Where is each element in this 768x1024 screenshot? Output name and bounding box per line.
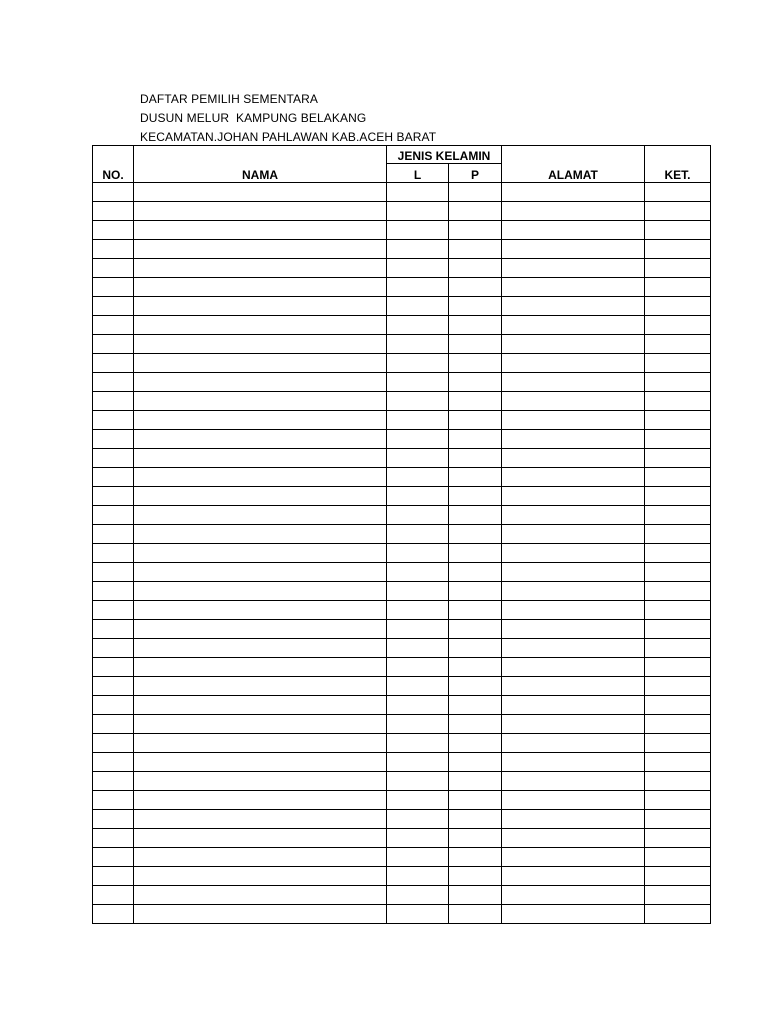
cell-p bbox=[449, 734, 502, 753]
cell-p bbox=[449, 582, 502, 601]
cell-l bbox=[387, 487, 449, 506]
cell-ket bbox=[645, 905, 711, 924]
cell-p bbox=[449, 449, 502, 468]
cell-nama bbox=[134, 183, 387, 202]
cell-ket bbox=[645, 810, 711, 829]
cell-alamat bbox=[502, 430, 645, 449]
cell-p bbox=[449, 563, 502, 582]
cell-l bbox=[387, 677, 449, 696]
table-row bbox=[93, 449, 711, 468]
cell-alamat bbox=[502, 278, 645, 297]
cell-no bbox=[93, 544, 134, 563]
cell-p bbox=[449, 411, 502, 430]
cell-no bbox=[93, 810, 134, 829]
cell-l bbox=[387, 905, 449, 924]
cell-ket bbox=[645, 411, 711, 430]
cell-l bbox=[387, 392, 449, 411]
cell-no bbox=[93, 373, 134, 392]
cell-alamat bbox=[502, 810, 645, 829]
cell-no bbox=[93, 259, 134, 278]
cell-alamat bbox=[502, 335, 645, 354]
table-row bbox=[93, 791, 711, 810]
voter-list-table bbox=[92, 145, 711, 924]
cell-ket bbox=[645, 202, 711, 221]
cell-l bbox=[387, 829, 449, 848]
cell-p bbox=[449, 316, 502, 335]
cell-l bbox=[387, 563, 449, 582]
cell-alamat bbox=[502, 525, 645, 544]
cell-p bbox=[449, 297, 502, 316]
table-row bbox=[93, 525, 711, 544]
cell-alamat bbox=[502, 715, 645, 734]
cell-l bbox=[387, 753, 449, 772]
cell-nama bbox=[134, 430, 387, 449]
cell-p bbox=[449, 221, 502, 240]
cell-p bbox=[449, 487, 502, 506]
cell-no bbox=[93, 297, 134, 316]
cell-no bbox=[93, 316, 134, 335]
cell-p bbox=[449, 620, 502, 639]
cell-p bbox=[449, 696, 502, 715]
cell-nama bbox=[134, 772, 387, 791]
cell-l bbox=[387, 639, 449, 658]
cell-l bbox=[387, 202, 449, 221]
table-row bbox=[93, 297, 711, 316]
cell-p bbox=[449, 658, 502, 677]
cell-nama bbox=[134, 221, 387, 240]
cell-ket bbox=[645, 848, 711, 867]
table-row bbox=[93, 658, 711, 677]
cell-ket bbox=[645, 582, 711, 601]
cell-alamat bbox=[502, 449, 645, 468]
cell-nama bbox=[134, 886, 387, 905]
table-row bbox=[93, 392, 711, 411]
cell-l bbox=[387, 525, 449, 544]
table-row bbox=[93, 354, 711, 373]
table-body bbox=[93, 183, 711, 924]
cell-alamat bbox=[502, 696, 645, 715]
cell-l bbox=[387, 848, 449, 867]
cell-p bbox=[449, 829, 502, 848]
cell-nama bbox=[134, 278, 387, 297]
cell-l bbox=[387, 335, 449, 354]
cell-alamat bbox=[502, 411, 645, 430]
cell-no bbox=[93, 639, 134, 658]
cell-l bbox=[387, 544, 449, 563]
cell-l bbox=[387, 373, 449, 392]
cell-ket bbox=[645, 221, 711, 240]
table-row bbox=[93, 715, 711, 734]
cell-nama bbox=[134, 620, 387, 639]
cell-p bbox=[449, 430, 502, 449]
table-row bbox=[93, 582, 711, 601]
document-title: DAFTAR PEMILIH SEMENTARA bbox=[140, 92, 318, 106]
cell-alamat bbox=[502, 259, 645, 278]
cell-p bbox=[449, 848, 502, 867]
cell-nama bbox=[134, 753, 387, 772]
cell-no bbox=[93, 202, 134, 221]
cell-l bbox=[387, 297, 449, 316]
cell-p bbox=[449, 772, 502, 791]
cell-alamat bbox=[502, 848, 645, 867]
table-row bbox=[93, 373, 711, 392]
cell-ket bbox=[645, 259, 711, 278]
cell-nama bbox=[134, 506, 387, 525]
cell-p bbox=[449, 506, 502, 525]
table-row bbox=[93, 316, 711, 335]
cell-p bbox=[449, 715, 502, 734]
cell-ket bbox=[645, 886, 711, 905]
table-row bbox=[93, 259, 711, 278]
cell-ket bbox=[645, 335, 711, 354]
cell-l bbox=[387, 240, 449, 259]
cell-alamat bbox=[502, 753, 645, 772]
cell-l bbox=[387, 430, 449, 449]
cell-l bbox=[387, 696, 449, 715]
cell-alamat bbox=[502, 297, 645, 316]
cell-nama bbox=[134, 373, 387, 392]
table-row bbox=[93, 278, 711, 297]
cell-nama bbox=[134, 791, 387, 810]
cell-ket bbox=[645, 468, 711, 487]
cell-alamat bbox=[502, 734, 645, 753]
cell-nama bbox=[134, 582, 387, 601]
cell-alamat bbox=[502, 829, 645, 848]
cell-no bbox=[93, 354, 134, 373]
column-header-ket: KET. bbox=[645, 146, 711, 183]
cell-ket bbox=[645, 544, 711, 563]
table-row bbox=[93, 411, 711, 430]
cell-p bbox=[449, 259, 502, 278]
cell-nama bbox=[134, 734, 387, 753]
cell-no bbox=[93, 696, 134, 715]
cell-ket bbox=[645, 715, 711, 734]
cell-l bbox=[387, 468, 449, 487]
table-row bbox=[93, 240, 711, 259]
cell-no bbox=[93, 487, 134, 506]
cell-nama bbox=[134, 601, 387, 620]
table-row bbox=[93, 772, 711, 791]
column-header-no: NO. bbox=[93, 146, 134, 183]
cell-l bbox=[387, 449, 449, 468]
cell-ket bbox=[645, 354, 711, 373]
cell-nama bbox=[134, 715, 387, 734]
cell-no bbox=[93, 867, 134, 886]
cell-l bbox=[387, 582, 449, 601]
table-row bbox=[93, 544, 711, 563]
cell-ket bbox=[645, 658, 711, 677]
cell-no bbox=[93, 848, 134, 867]
cell-no bbox=[93, 677, 134, 696]
cell-p bbox=[449, 544, 502, 563]
cell-nama bbox=[134, 905, 387, 924]
cell-nama bbox=[134, 259, 387, 278]
table-row bbox=[93, 506, 711, 525]
cell-no bbox=[93, 658, 134, 677]
cell-ket bbox=[645, 278, 711, 297]
cell-nama bbox=[134, 202, 387, 221]
cell-l bbox=[387, 259, 449, 278]
cell-l bbox=[387, 810, 449, 829]
cell-nama bbox=[134, 449, 387, 468]
cell-no bbox=[93, 278, 134, 297]
cell-ket bbox=[645, 240, 711, 259]
cell-alamat bbox=[502, 639, 645, 658]
table-row bbox=[93, 905, 711, 924]
cell-ket bbox=[645, 734, 711, 753]
cell-ket bbox=[645, 867, 711, 886]
cell-p bbox=[449, 354, 502, 373]
cell-p bbox=[449, 525, 502, 544]
table-row bbox=[93, 753, 711, 772]
cell-nama bbox=[134, 696, 387, 715]
cell-alamat bbox=[502, 354, 645, 373]
cell-no bbox=[93, 392, 134, 411]
table-row bbox=[93, 848, 711, 867]
cell-alamat bbox=[502, 221, 645, 240]
cell-l bbox=[387, 772, 449, 791]
cell-alamat bbox=[502, 620, 645, 639]
cell-alamat bbox=[502, 563, 645, 582]
table-row bbox=[93, 601, 711, 620]
cell-p bbox=[449, 639, 502, 658]
table-row bbox=[93, 487, 711, 506]
column-header-jenis-kelamin: JENIS KELAMIN bbox=[387, 146, 502, 164]
table-row bbox=[93, 430, 711, 449]
cell-l bbox=[387, 183, 449, 202]
cell-ket bbox=[645, 449, 711, 468]
cell-p bbox=[449, 867, 502, 886]
document-subtitle-kecamatan: KECAMATAN.JOHAN PAHLAWAN KAB.ACEH BARAT bbox=[140, 130, 437, 144]
cell-alamat bbox=[502, 468, 645, 487]
cell-nama bbox=[134, 392, 387, 411]
cell-alamat bbox=[502, 601, 645, 620]
cell-nama bbox=[134, 335, 387, 354]
cell-l bbox=[387, 506, 449, 525]
cell-alamat bbox=[502, 183, 645, 202]
cell-alamat bbox=[502, 392, 645, 411]
table-row bbox=[93, 677, 711, 696]
table-row bbox=[93, 468, 711, 487]
cell-ket bbox=[645, 696, 711, 715]
cell-p bbox=[449, 886, 502, 905]
table-row bbox=[93, 734, 711, 753]
cell-alamat bbox=[502, 544, 645, 563]
cell-alamat bbox=[502, 487, 645, 506]
cell-no bbox=[93, 601, 134, 620]
cell-no bbox=[93, 240, 134, 259]
cell-nama bbox=[134, 848, 387, 867]
cell-nama bbox=[134, 316, 387, 335]
cell-no bbox=[93, 430, 134, 449]
cell-p bbox=[449, 392, 502, 411]
cell-ket bbox=[645, 563, 711, 582]
cell-p bbox=[449, 677, 502, 696]
cell-nama bbox=[134, 487, 387, 506]
cell-no bbox=[93, 715, 134, 734]
document-header bbox=[140, 90, 700, 147]
table-row bbox=[93, 202, 711, 221]
cell-ket bbox=[645, 297, 711, 316]
cell-nama bbox=[134, 525, 387, 544]
cell-l bbox=[387, 411, 449, 430]
column-header-p: P bbox=[449, 164, 502, 183]
cell-no bbox=[93, 753, 134, 772]
cell-l bbox=[387, 867, 449, 886]
cell-nama bbox=[134, 658, 387, 677]
cell-alamat bbox=[502, 582, 645, 601]
cell-ket bbox=[645, 620, 711, 639]
cell-alamat bbox=[502, 202, 645, 221]
cell-alamat bbox=[502, 506, 645, 525]
cell-ket bbox=[645, 392, 711, 411]
cell-no bbox=[93, 563, 134, 582]
cell-no bbox=[93, 734, 134, 753]
cell-alamat bbox=[502, 886, 645, 905]
cell-ket bbox=[645, 487, 711, 506]
column-header-alamat: ALAMAT bbox=[502, 146, 645, 183]
table-row bbox=[93, 620, 711, 639]
table-row bbox=[93, 221, 711, 240]
column-header-nama: NAMA bbox=[134, 146, 387, 183]
table-row bbox=[93, 696, 711, 715]
cell-ket bbox=[645, 373, 711, 392]
document-subtitle-dusun: DUSUN MELUR KAMPUNG BELAKANG bbox=[140, 111, 367, 125]
cell-ket bbox=[645, 316, 711, 335]
cell-no bbox=[93, 772, 134, 791]
cell-l bbox=[387, 791, 449, 810]
cell-no bbox=[93, 183, 134, 202]
cell-alamat bbox=[502, 677, 645, 696]
cell-ket bbox=[645, 601, 711, 620]
cell-no bbox=[93, 905, 134, 924]
cell-l bbox=[387, 316, 449, 335]
cell-alamat bbox=[502, 772, 645, 791]
cell-no bbox=[93, 506, 134, 525]
cell-nama bbox=[134, 411, 387, 430]
cell-alamat bbox=[502, 658, 645, 677]
cell-nama bbox=[134, 867, 387, 886]
cell-alamat bbox=[502, 867, 645, 886]
cell-p bbox=[449, 240, 502, 259]
cell-p bbox=[449, 810, 502, 829]
cell-p bbox=[449, 905, 502, 924]
cell-p bbox=[449, 753, 502, 772]
cell-nama bbox=[134, 468, 387, 487]
table-row bbox=[93, 183, 711, 202]
cell-no bbox=[93, 468, 134, 487]
cell-nama bbox=[134, 639, 387, 658]
cell-p bbox=[449, 468, 502, 487]
cell-ket bbox=[645, 506, 711, 525]
cell-alamat bbox=[502, 240, 645, 259]
cell-ket bbox=[645, 677, 711, 696]
cell-l bbox=[387, 886, 449, 905]
table-row bbox=[93, 335, 711, 354]
cell-l bbox=[387, 278, 449, 297]
cell-no bbox=[93, 886, 134, 905]
cell-p bbox=[449, 791, 502, 810]
cell-ket bbox=[645, 753, 711, 772]
cell-no bbox=[93, 411, 134, 430]
table-header bbox=[93, 146, 711, 183]
cell-p bbox=[449, 335, 502, 354]
cell-p bbox=[449, 601, 502, 620]
cell-p bbox=[449, 373, 502, 392]
cell-ket bbox=[645, 772, 711, 791]
cell-nama bbox=[134, 810, 387, 829]
cell-ket bbox=[645, 639, 711, 658]
cell-no bbox=[93, 582, 134, 601]
cell-nama bbox=[134, 297, 387, 316]
cell-no bbox=[93, 829, 134, 848]
cell-l bbox=[387, 354, 449, 373]
cell-no bbox=[93, 620, 134, 639]
table-row bbox=[93, 886, 711, 905]
cell-l bbox=[387, 658, 449, 677]
cell-nama bbox=[134, 240, 387, 259]
cell-l bbox=[387, 620, 449, 639]
cell-nama bbox=[134, 563, 387, 582]
column-header-l: L bbox=[387, 164, 449, 183]
cell-no bbox=[93, 221, 134, 240]
table-row bbox=[93, 563, 711, 582]
cell-nama bbox=[134, 354, 387, 373]
cell-alamat bbox=[502, 316, 645, 335]
table-row bbox=[93, 867, 711, 886]
cell-nama bbox=[134, 829, 387, 848]
cell-l bbox=[387, 221, 449, 240]
cell-no bbox=[93, 335, 134, 354]
cell-alamat bbox=[502, 791, 645, 810]
cell-alamat bbox=[502, 373, 645, 392]
cell-alamat bbox=[502, 905, 645, 924]
cell-l bbox=[387, 601, 449, 620]
cell-l bbox=[387, 715, 449, 734]
table-row bbox=[93, 810, 711, 829]
cell-p bbox=[449, 202, 502, 221]
cell-no bbox=[93, 525, 134, 544]
cell-ket bbox=[645, 525, 711, 544]
cell-ket bbox=[645, 829, 711, 848]
cell-nama bbox=[134, 544, 387, 563]
cell-l bbox=[387, 734, 449, 753]
cell-no bbox=[93, 449, 134, 468]
cell-ket bbox=[645, 430, 711, 449]
table-row bbox=[93, 829, 711, 848]
cell-nama bbox=[134, 677, 387, 696]
cell-p bbox=[449, 278, 502, 297]
cell-ket bbox=[645, 791, 711, 810]
table-row bbox=[93, 639, 711, 658]
cell-ket bbox=[645, 183, 711, 202]
cell-p bbox=[449, 183, 502, 202]
cell-no bbox=[93, 791, 134, 810]
